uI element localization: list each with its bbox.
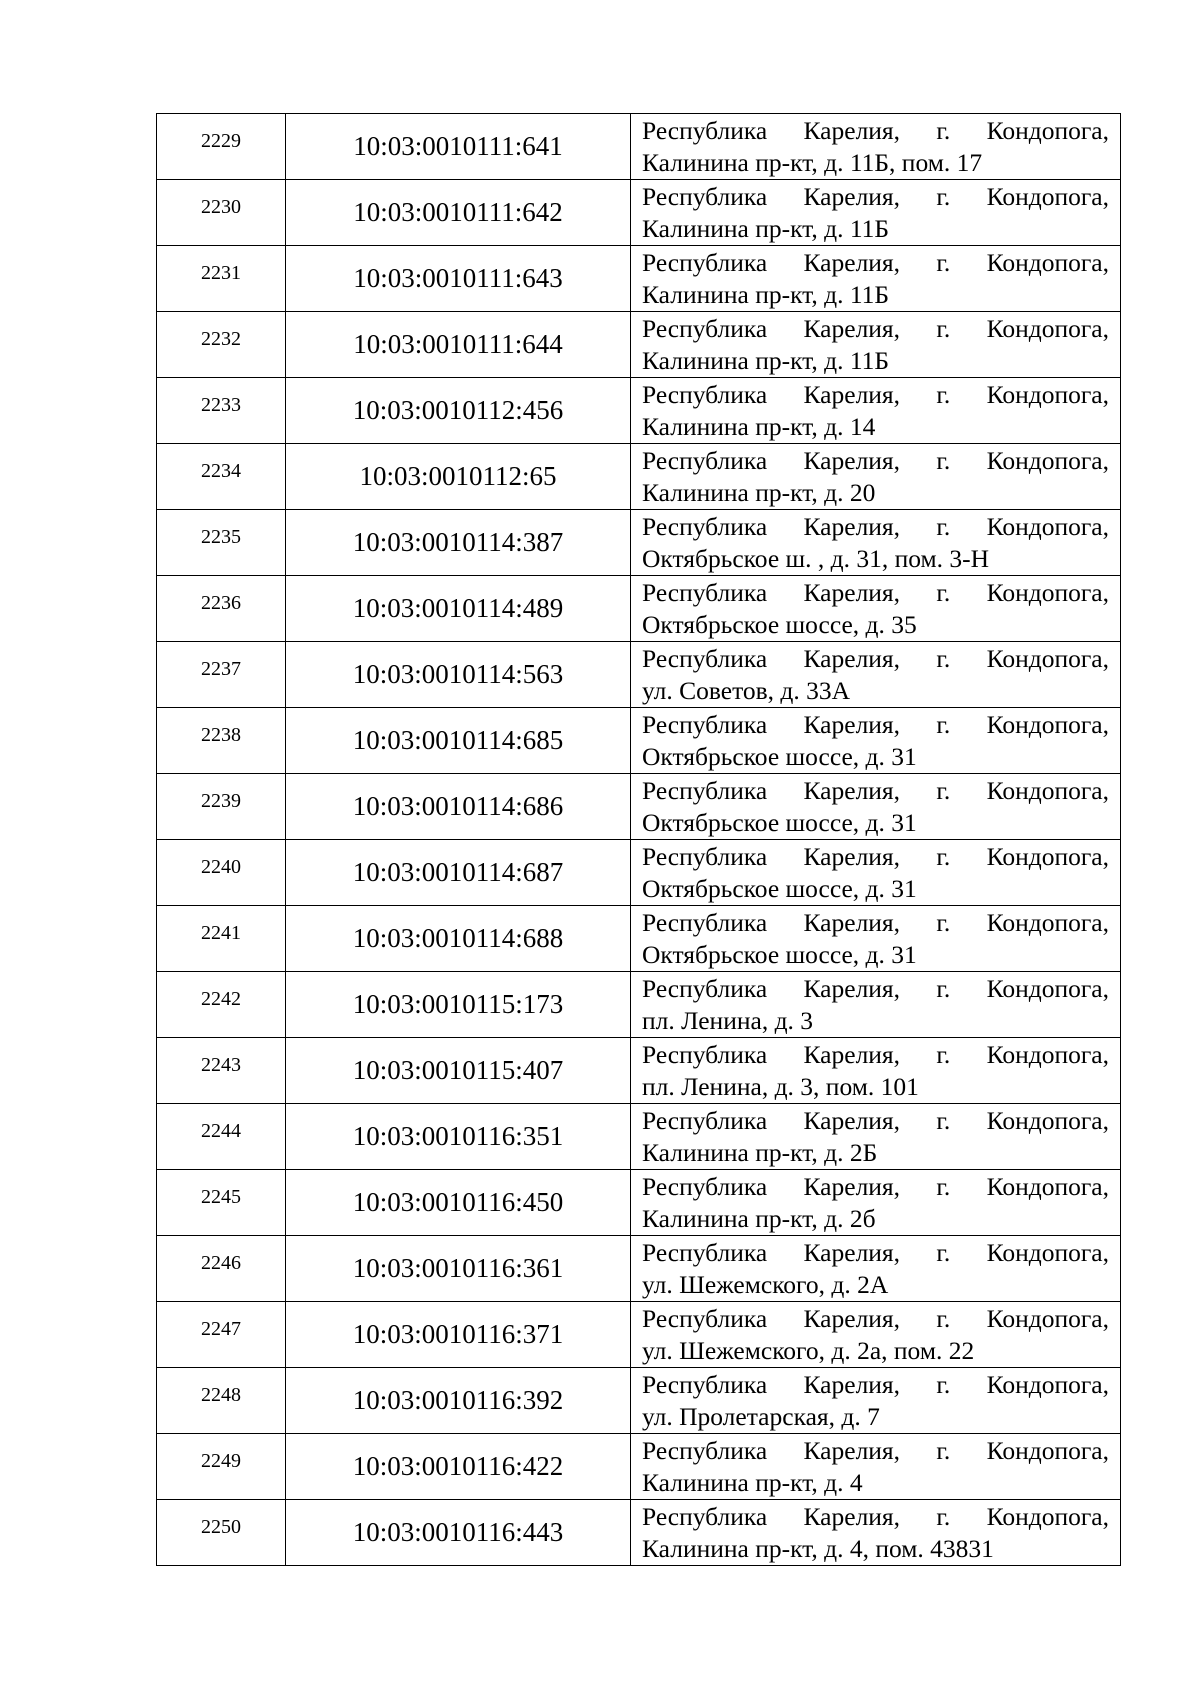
address-line-1: Республика Карелия, г. Кондопога, (642, 644, 1109, 673)
table-row (157, 972, 1121, 1038)
address-line-1: Республика Карелия, г. Кондопога, (642, 446, 1109, 475)
cadastral-number: 10:03:0010112:65 (286, 444, 631, 510)
cadastral-number: 10:03:0010111:642 (286, 180, 631, 246)
table-row (157, 1104, 1121, 1170)
table-row (157, 906, 1121, 972)
address-line-2: Калинина пр-кт, д. 11Б, пом. 17 (642, 148, 983, 177)
table-row (157, 378, 1121, 444)
table-row (157, 114, 1121, 180)
address-cell (631, 1302, 1121, 1368)
table-row (157, 774, 1121, 840)
row-number: 2237 (201, 658, 241, 680)
address-cell (631, 246, 1121, 312)
address-line-1: Республика Карелия, г. Кондопога, (642, 974, 1109, 1003)
row-number: 2236 (201, 592, 241, 614)
address-cell (631, 774, 1121, 840)
cadastral-number: 10:03:0010114:387 (286, 510, 631, 576)
cadastral-number: 10:03:0010112:456 (286, 378, 631, 444)
address-line-2: ул. Пролетарская, д. 7 (642, 1402, 880, 1431)
address-line-1: Республика Карелия, г. Кондопога, (642, 842, 1109, 871)
cadastral-number: 10:03:0010116:422 (286, 1434, 631, 1500)
row-number-cell (157, 972, 286, 1038)
address-line-2: Калинина пр-кт, д. 2б (642, 1204, 876, 1233)
table-row (157, 840, 1121, 906)
row-number-cell (157, 1434, 286, 1500)
address-line-1: Республика Карелия, г. Кондопога, (642, 116, 1109, 145)
row-number: 2234 (201, 460, 241, 482)
address-cell (631, 576, 1121, 642)
row-number-cell (157, 246, 286, 312)
address-cell (631, 906, 1121, 972)
table-row (157, 642, 1121, 708)
row-number-cell (157, 312, 286, 378)
address-line-2: пл. Ленина, д. 3 (642, 1006, 814, 1035)
address-cell (631, 444, 1121, 510)
row-number: 2246 (201, 1252, 241, 1274)
address-line-1: Республика Карелия, г. Кондопога, (642, 1436, 1109, 1465)
cadastral-number: 10:03:0010116:450 (286, 1170, 631, 1236)
row-number: 2229 (201, 130, 241, 152)
row-number-cell (157, 1368, 286, 1434)
table-row (157, 708, 1121, 774)
cadastral-number: 10:03:0010116:392 (286, 1368, 631, 1434)
address-cell (631, 1368, 1121, 1434)
cadastral-number: 10:03:0010111:643 (286, 246, 631, 312)
table-row (157, 312, 1121, 378)
row-number: 2242 (201, 988, 241, 1010)
address-line-1: Республика Карелия, г. Кондопога, (642, 1040, 1109, 1069)
address-line-1: Республика Карелия, г. Кондопога, (642, 182, 1109, 211)
row-number-cell (157, 378, 286, 444)
address-cell (631, 378, 1121, 444)
table-row (157, 180, 1121, 246)
address-line-2: Калинина пр-кт, д. 11Б (642, 214, 890, 243)
address-line-2: ул. Советов, д. 33А (642, 676, 851, 705)
row-number: 2248 (201, 1384, 241, 1406)
address-line-1: Республика Карелия, г. Кондопога, (642, 1238, 1109, 1267)
cadastral-number: 10:03:0010114:489 (286, 576, 631, 642)
address-line-2: Октябрьское шоссе, д. 35 (642, 610, 917, 639)
address-line-2: ул. Шежемского, д. 2А (642, 1270, 889, 1299)
address-cell (631, 972, 1121, 1038)
address-line-2: Октябрьское ш. , д. 31, пом. 3-Н (642, 544, 990, 573)
cadastral-number: 10:03:0010116:443 (286, 1500, 631, 1566)
cadastral-number: 10:03:0010114:685 (286, 708, 631, 774)
address-cell (631, 708, 1121, 774)
row-number: 2238 (201, 724, 241, 746)
row-number: 2247 (201, 1318, 241, 1340)
address-cell (631, 510, 1121, 576)
table-row (157, 1500, 1121, 1566)
address-line-1: Республика Карелия, г. Кондопога, (642, 1172, 1109, 1201)
row-number-cell (157, 114, 286, 180)
row-number: 2241 (201, 922, 241, 944)
address-line-2: Калинина пр-кт, д. 4, пом. 43831 (642, 1534, 994, 1563)
cadastral-number: 10:03:0010114:563 (286, 642, 631, 708)
table-row (157, 444, 1121, 510)
table-row (157, 1368, 1121, 1434)
row-number-cell (157, 906, 286, 972)
address-cell (631, 312, 1121, 378)
address-line-2: Калинина пр-кт, д. 2Б (642, 1138, 878, 1167)
address-line-1: Республика Карелия, г. Кондопога, (642, 248, 1109, 277)
row-number: 2249 (201, 1450, 241, 1472)
row-number: 2235 (201, 526, 241, 548)
cadastral-number: 10:03:0010111:641 (286, 114, 631, 180)
address-line-2: Калинина пр-кт, д. 14 (642, 412, 876, 441)
address-cell (631, 180, 1121, 246)
table-row (157, 1170, 1121, 1236)
address-line-1: Республика Карелия, г. Кондопога, (642, 1304, 1109, 1333)
address-line-2: ул. Шежемского, д. 2а, пом. 22 (642, 1336, 975, 1365)
address-line-2: Октябрьское шоссе, д. 31 (642, 742, 917, 771)
row-number: 2250 (201, 1516, 241, 1538)
table-row (157, 246, 1121, 312)
table-row (157, 1236, 1121, 1302)
address-cell (631, 114, 1121, 180)
address-cell (631, 1170, 1121, 1236)
row-number: 2233 (201, 394, 241, 416)
row-number-cell (157, 708, 286, 774)
row-number-cell (157, 774, 286, 840)
address-line-2: Калинина пр-кт, д. 20 (642, 478, 876, 507)
address-line-2: Октябрьское шоссе, д. 31 (642, 808, 917, 837)
row-number-cell (157, 1500, 286, 1566)
address-line-2: Октябрьское шоссе, д. 31 (642, 874, 917, 903)
table-row (157, 510, 1121, 576)
row-number-cell (157, 510, 286, 576)
cadastral-number: 10:03:0010115:407 (286, 1038, 631, 1104)
cadastral-number: 10:03:0010114:686 (286, 774, 631, 840)
table-row (157, 1038, 1121, 1104)
table-row (157, 1302, 1121, 1368)
row-number-cell (157, 1236, 286, 1302)
cadastral-number: 10:03:0010116:351 (286, 1104, 631, 1170)
address-cell (631, 1434, 1121, 1500)
address-line-2: Калинина пр-кт, д. 11Б (642, 280, 890, 309)
row-number-cell (157, 1038, 286, 1104)
cadastral-number: 10:03:0010114:688 (286, 906, 631, 972)
row-number: 2243 (201, 1054, 241, 1076)
address-line-1: Республика Карелия, г. Кондопога, (642, 776, 1109, 805)
cadastral-number: 10:03:0010116:371 (286, 1302, 631, 1368)
address-line-1: Республика Карелия, г. Кондопога, (642, 578, 1109, 607)
address-line-1: Республика Карелия, г. Кондопога, (642, 1502, 1109, 1531)
address-line-1: Республика Карелия, г. Кондопога, (642, 1106, 1109, 1135)
address-line-1: Республика Карелия, г. Кондопога, (642, 512, 1109, 541)
row-number-cell (157, 642, 286, 708)
address-cell (631, 1038, 1121, 1104)
address-line-1: Республика Карелия, г. Кондопога, (642, 908, 1109, 937)
cadastral-number: 10:03:0010115:173 (286, 972, 631, 1038)
address-line-1: Республика Карелия, г. Кондопога, (642, 314, 1109, 343)
row-number-cell (157, 1104, 286, 1170)
address-cell (631, 1500, 1121, 1566)
address-cell (631, 1236, 1121, 1302)
row-number-cell (157, 1302, 286, 1368)
table-body (157, 114, 1121, 1566)
row-number: 2239 (201, 790, 241, 812)
address-cell (631, 642, 1121, 708)
row-number-cell (157, 1170, 286, 1236)
row-number-cell (157, 180, 286, 246)
row-number: 2231 (201, 262, 241, 284)
cadastral-number: 10:03:0010114:687 (286, 840, 631, 906)
address-line-1: Республика Карелия, г. Кондопога, (642, 380, 1109, 409)
table-row (157, 576, 1121, 642)
address-line-2: пл. Ленина, д. 3, пом. 101 (642, 1072, 919, 1101)
address-line-1: Республика Карелия, г. Кондопога, (642, 710, 1109, 739)
address-line-1: Республика Карелия, г. Кондопога, (642, 1370, 1109, 1399)
cadastral-number: 10:03:0010111:644 (286, 312, 631, 378)
row-number: 2240 (201, 856, 241, 878)
table-row (157, 1434, 1121, 1500)
address-cell (631, 840, 1121, 906)
property-table (156, 113, 1121, 1566)
row-number: 2245 (201, 1186, 241, 1208)
row-number: 2230 (201, 196, 241, 218)
address-line-2: Калинина пр-кт, д. 11Б (642, 346, 890, 375)
address-line-2: Калинина пр-кт, д. 4 (642, 1468, 863, 1497)
row-number-cell (157, 444, 286, 510)
row-number-cell (157, 576, 286, 642)
cadastral-number: 10:03:0010116:361 (286, 1236, 631, 1302)
row-number-cell (157, 840, 286, 906)
address-line-2: Октябрьское шоссе, д. 31 (642, 940, 917, 969)
address-cell (631, 1104, 1121, 1170)
row-number: 2244 (201, 1120, 241, 1142)
row-number: 2232 (201, 328, 241, 350)
